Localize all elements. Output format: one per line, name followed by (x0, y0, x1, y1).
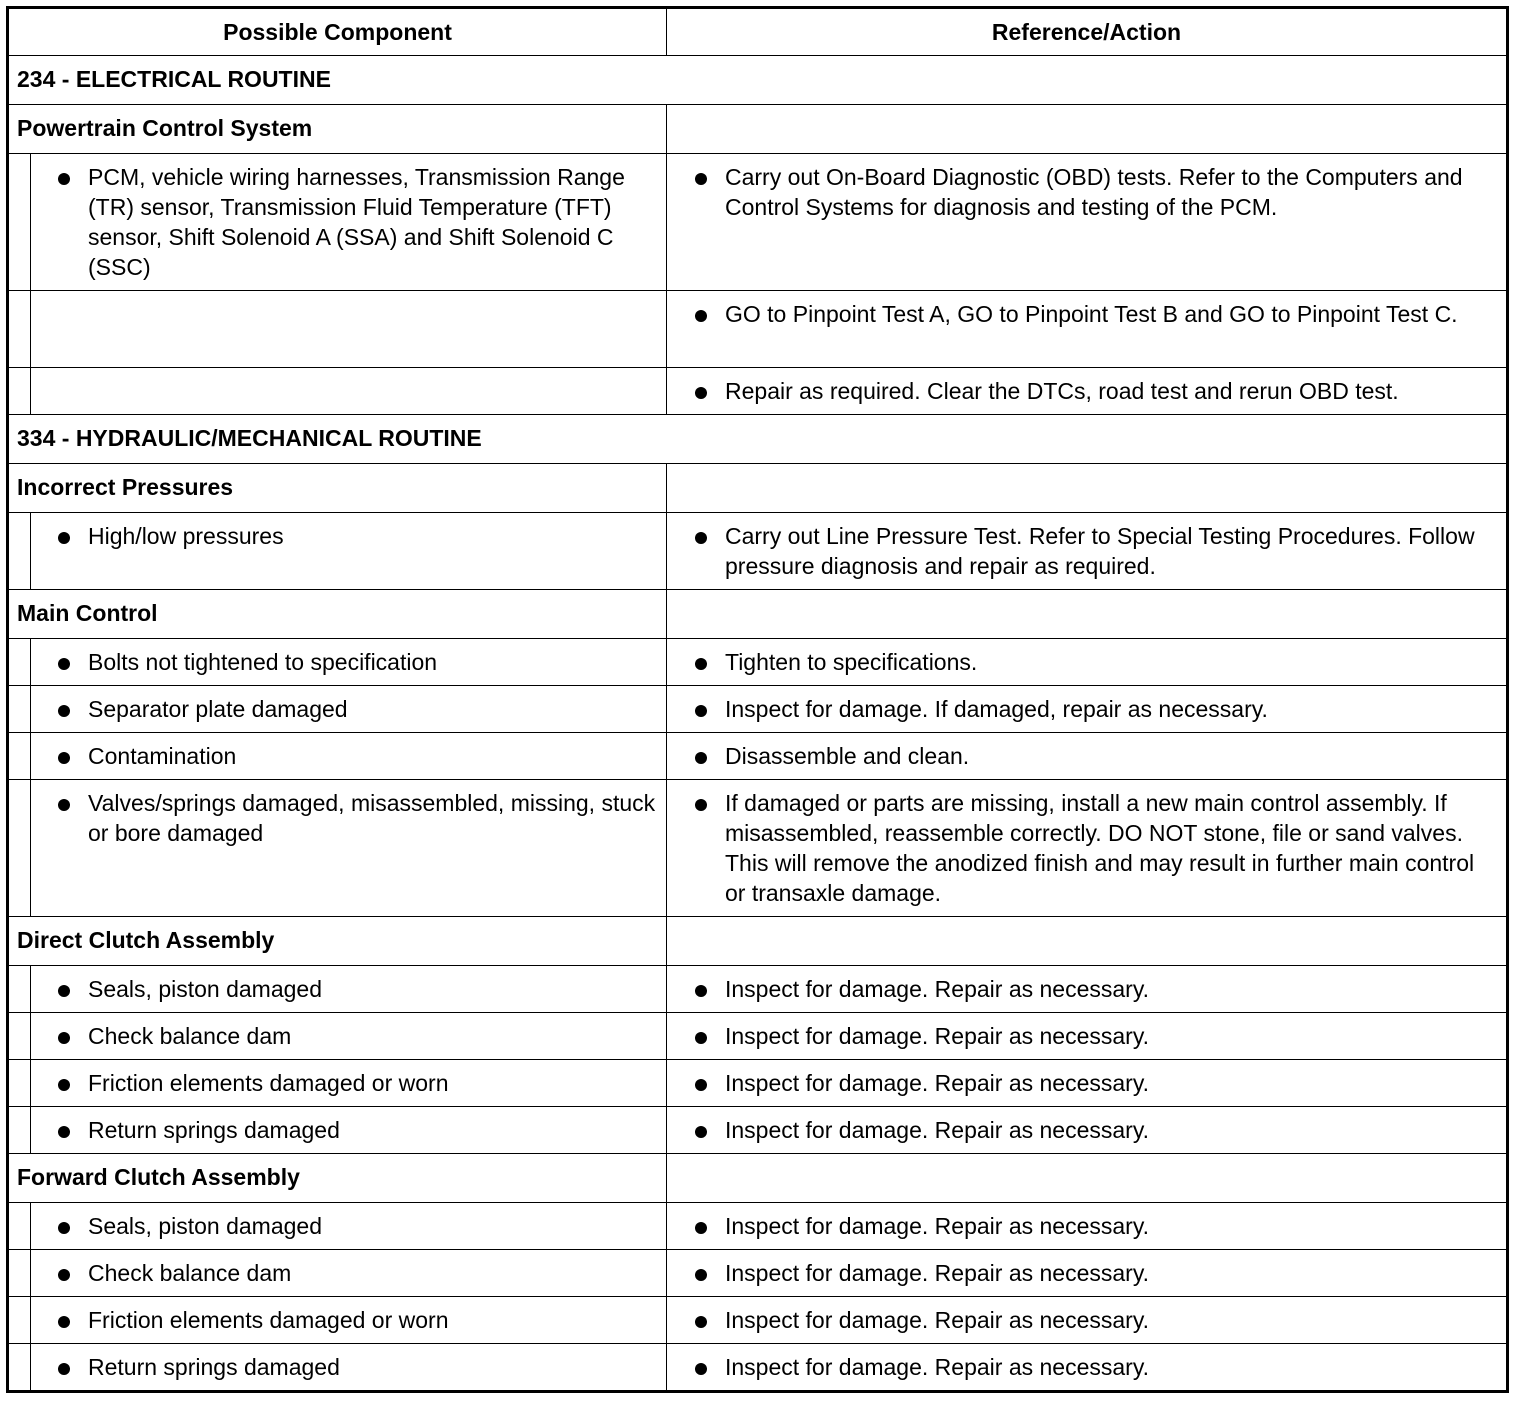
component-cell (31, 686, 667, 733)
action-text: Inspect for damage. Repair as necessary. (725, 976, 1150, 1002)
group-action-empty (667, 464, 1508, 513)
bullet-icon (695, 310, 707, 322)
component-text: Seals, piston damaged (88, 976, 322, 1002)
bullet-icon (58, 1079, 70, 1091)
bullet-icon (58, 1032, 70, 1044)
action-text: Inspect for damage. Repair as necessary. (725, 1260, 1150, 1286)
action-item (667, 368, 1506, 414)
action-text: Inspect for damage. Repair as necessary. (725, 1354, 1150, 1380)
component-cell (31, 639, 667, 686)
indent-cell (8, 513, 31, 590)
action-cell (667, 1250, 1508, 1297)
table-row (8, 1344, 1508, 1392)
group-title: Main Control (8, 590, 667, 639)
component-text: Friction elements damaged or worn (88, 1307, 449, 1333)
component-text: Return springs damaged (88, 1117, 340, 1143)
action-item (667, 1013, 1506, 1059)
table-row (8, 780, 1508, 917)
component-text: Contamination (88, 743, 237, 769)
indent-cell (8, 1250, 31, 1297)
component-text: Check balance dam (88, 1023, 292, 1049)
component-cell (31, 1250, 667, 1297)
table-row (8, 686, 1508, 733)
indent-cell (8, 1297, 31, 1344)
action-item (667, 513, 1506, 589)
action-cell (667, 639, 1508, 686)
group-action-empty (667, 105, 1508, 154)
action-item (667, 291, 1506, 337)
component-item (31, 1013, 666, 1059)
section-row (8, 56, 1508, 105)
action-item (667, 154, 1506, 230)
bullet-icon (695, 1032, 707, 1044)
action-item (667, 686, 1506, 732)
table-row (8, 1013, 1508, 1060)
action-text: Inspect for damage. Repair as necessary. (725, 1023, 1150, 1049)
bullet-icon (695, 1269, 707, 1281)
group-title: Direct Clutch Assembly (8, 917, 667, 966)
table-row (8, 966, 1508, 1013)
header-reference-action: Reference/Action (667, 8, 1508, 56)
action-cell (667, 1297, 1508, 1344)
action-item (667, 1203, 1506, 1249)
action-cell (667, 780, 1508, 917)
component-cell (31, 368, 667, 415)
indent-cell (8, 1344, 31, 1392)
bullet-icon (695, 1079, 707, 1091)
table-row (8, 154, 1508, 291)
bullet-icon (695, 1316, 707, 1328)
table-row (8, 1297, 1508, 1344)
action-text: GO to Pinpoint Test A, GO to Pinpoint Test B and GO to Pinpoint Test C. (725, 301, 1458, 327)
component-item (31, 966, 666, 1012)
indent-cell (8, 1013, 31, 1060)
component-cell (31, 1013, 667, 1060)
group-action-empty (667, 1154, 1508, 1203)
component-cell (31, 1297, 667, 1344)
action-cell (667, 1107, 1508, 1154)
bullet-icon (695, 985, 707, 997)
table-row (8, 291, 1508, 368)
table-row (8, 1060, 1508, 1107)
section-title: 334 - HYDRAULIC/MECHANICAL ROUTINE (8, 415, 1508, 464)
action-text: Repair as required. Clear the DTCs, road test and rerun OBD test. (725, 378, 1399, 404)
action-text: If damaged or parts are missing, install a new main control assembly. If misassembled, reassemble correctly. DO NOT stone, file or sand valves. This will remove the anodized finish and may result in further main control or transaxle damage. (725, 790, 1475, 906)
component-item (31, 733, 666, 779)
group-title: Powertrain Control System (8, 105, 667, 154)
table-body (8, 56, 1508, 1392)
group-title: Forward Clutch Assembly (8, 1154, 667, 1203)
component-item (31, 1344, 666, 1390)
indent-cell (8, 733, 31, 780)
component-item (31, 1060, 666, 1106)
action-text: Inspect for damage. Repair as necessary. (725, 1307, 1150, 1333)
component-text: Friction elements damaged or worn (88, 1070, 449, 1096)
bullet-icon (58, 752, 70, 764)
table-row (8, 733, 1508, 780)
action-cell (667, 291, 1508, 368)
action-cell (667, 513, 1508, 590)
component-cell (31, 1060, 667, 1107)
indent-cell (8, 154, 31, 291)
bullet-icon (695, 1222, 707, 1234)
bullet-icon (695, 799, 707, 811)
action-cell (667, 1203, 1508, 1250)
table-row (8, 1250, 1508, 1297)
indent-cell (8, 1203, 31, 1250)
header-possible-component: Possible Component (8, 8, 667, 56)
component-cell (31, 1344, 667, 1392)
bullet-icon (58, 799, 70, 811)
action-cell (667, 733, 1508, 780)
component-item (31, 513, 666, 559)
action-text: Disassemble and clean. (725, 743, 970, 769)
component-item (31, 154, 666, 290)
bullet-icon (58, 532, 70, 544)
bullet-icon (695, 532, 707, 544)
action-cell (667, 1013, 1508, 1060)
action-text: Tighten to specifications. (725, 649, 978, 675)
indent-cell (8, 291, 31, 368)
component-text: Seals, piston damaged (88, 1213, 322, 1239)
action-cell (667, 686, 1508, 733)
bullet-icon (58, 173, 70, 185)
action-item (667, 966, 1506, 1012)
action-item (667, 1107, 1506, 1153)
bullet-icon (58, 705, 70, 717)
action-item (667, 1250, 1506, 1296)
group-row (8, 105, 1508, 154)
section-title: 234 - ELECTRICAL ROUTINE (8, 56, 1508, 105)
indent-cell (8, 1107, 31, 1154)
component-text: PCM, vehicle wiring harnesses, Transmission Range (TR) sensor, Transmission Fluid Temperature (TFT) sensor, Shift Solenoid A (SSA) and Shift Solenoid C (SSC) (88, 164, 625, 280)
component-text: Bolts not tightened to specification (88, 649, 438, 675)
bullet-icon (695, 1363, 707, 1375)
action-cell (667, 154, 1508, 291)
action-cell (667, 966, 1508, 1013)
component-item (31, 686, 666, 732)
table-row (8, 1203, 1508, 1250)
action-item (667, 1344, 1506, 1390)
component-text: Separator plate damaged (88, 696, 348, 722)
bullet-icon (695, 658, 707, 670)
indent-cell (8, 639, 31, 686)
group-title: Incorrect Pressures (8, 464, 667, 513)
component-cell (31, 966, 667, 1013)
bullet-icon (695, 387, 707, 399)
table-row (8, 368, 1508, 415)
bullet-icon (58, 1269, 70, 1281)
action-text: Inspect for damage. Repair as necessary. (725, 1213, 1150, 1239)
bullet-icon (58, 985, 70, 997)
action-item (667, 733, 1506, 779)
indent-cell (8, 966, 31, 1013)
indent-cell (8, 686, 31, 733)
component-cell (31, 733, 667, 780)
group-row (8, 464, 1508, 513)
table-row (8, 513, 1508, 590)
action-text: Inspect for damage. Repair as necessary. (725, 1070, 1150, 1096)
bullet-icon (695, 173, 707, 185)
action-item (667, 780, 1506, 916)
component-cell (31, 154, 667, 291)
table-row (8, 639, 1508, 686)
group-row (8, 917, 1508, 966)
component-text: Check balance dam (88, 1260, 292, 1286)
bullet-icon (58, 1222, 70, 1234)
action-text: Carry out On-Board Diagnostic (OBD) tests. Refer to the Computers and Control Systems for diagnosis and testing of the PCM. (725, 164, 1463, 220)
bullet-icon (58, 1316, 70, 1328)
table-header-row (8, 8, 1508, 56)
section-row (8, 415, 1508, 464)
indent-cell (8, 368, 31, 415)
component-cell (31, 1107, 667, 1154)
diagnosis-table (6, 6, 1509, 1393)
component-item (31, 1250, 666, 1296)
bullet-icon (695, 752, 707, 764)
component-item (31, 639, 666, 685)
component-text: Return springs damaged (88, 1354, 340, 1380)
action-item (667, 1060, 1506, 1106)
component-cell (31, 780, 667, 917)
bullet-icon (58, 1363, 70, 1375)
action-cell (667, 1060, 1508, 1107)
bullet-icon (695, 1126, 707, 1138)
group-action-empty (667, 917, 1508, 966)
action-cell (667, 1344, 1508, 1392)
bullet-icon (58, 658, 70, 670)
action-text: Inspect for damage. Repair as necessary. (725, 1117, 1150, 1143)
component-cell (31, 1203, 667, 1250)
component-text: High/low pressures (88, 523, 284, 549)
bullet-icon (695, 705, 707, 717)
group-row (8, 590, 1508, 639)
component-item (31, 780, 666, 856)
action-item (667, 1297, 1506, 1343)
component-text: Valves/springs damaged, misassembled, missing, stuck or bore damaged (88, 790, 656, 846)
bullet-icon (58, 1126, 70, 1138)
indent-cell (8, 780, 31, 917)
component-cell (31, 291, 667, 368)
action-text: Inspect for damage. If damaged, repair as necessary. (725, 696, 1268, 722)
action-cell (667, 368, 1508, 415)
component-item (31, 1107, 666, 1153)
component-item (31, 1203, 666, 1249)
action-item (667, 639, 1506, 685)
indent-cell (8, 1060, 31, 1107)
group-row (8, 1154, 1508, 1203)
action-text: Carry out Line Pressure Test. Refer to Special Testing Procedures. Follow pressure diagnosis and repair as required. (725, 523, 1475, 579)
component-cell (31, 513, 667, 590)
group-action-empty (667, 590, 1508, 639)
component-item (31, 1297, 666, 1343)
table-row (8, 1107, 1508, 1154)
